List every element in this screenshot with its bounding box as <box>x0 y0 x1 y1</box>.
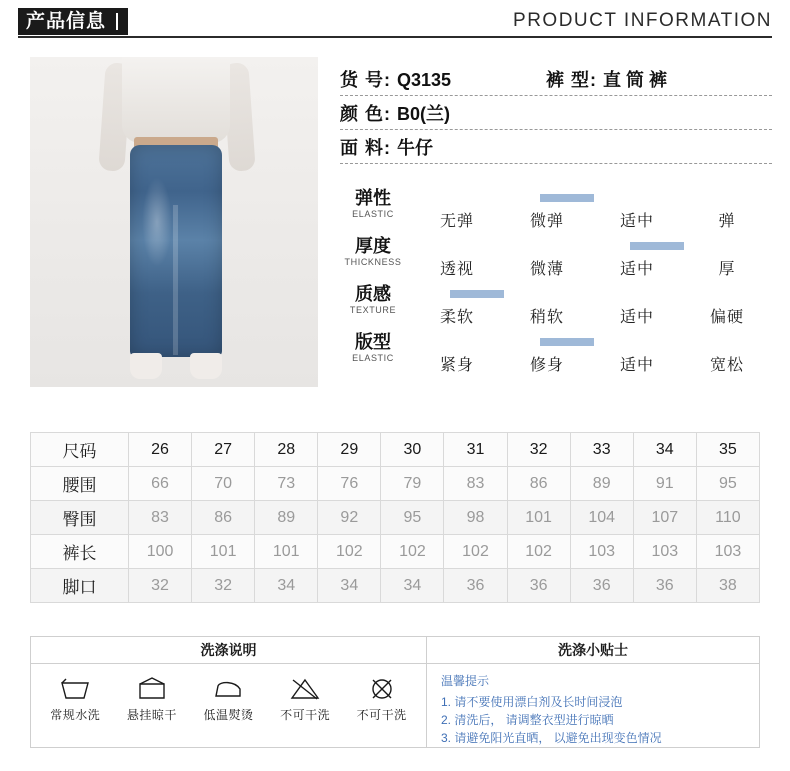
attribute-option[interactable]: 适中 <box>619 261 654 278</box>
cell: 95 <box>381 501 444 535</box>
spec-item-pant-type <box>546 66 667 92</box>
cell: 66 <box>129 467 192 501</box>
attribute-name-en: THICKNESS <box>344 257 402 267</box>
header-title-badge <box>18 8 128 35</box>
attribute-option[interactable]: 透视 <box>439 261 474 278</box>
attribute-marker <box>450 290 504 298</box>
table-row <box>31 467 760 501</box>
cell: 89 <box>255 501 318 535</box>
cell: 36 <box>444 569 507 603</box>
care-instructions-title: 洗涤说明 <box>31 637 426 664</box>
model-torso <box>122 57 230 143</box>
attribute-options-elastic <box>412 208 772 231</box>
cell: 102 <box>507 535 570 569</box>
attribute-option[interactable]: 厚 <box>718 261 736 278</box>
hang-dry-icon <box>114 672 191 706</box>
page-header <box>0 4 790 38</box>
care-tip-line: 2. 清洗后， 请调整衣型进行晾晒 <box>441 713 614 727</box>
spec-row-fabric <box>340 130 772 164</box>
cell: 102 <box>318 535 381 569</box>
care-tips-title: 洗涤小贴士 <box>427 637 759 664</box>
header-rule <box>18 36 772 38</box>
spec-value: B0(兰) <box>397 103 450 124</box>
attribute-name-cn: 弹性 <box>355 188 391 208</box>
cell: 101 <box>192 535 255 569</box>
care-item-label: 常规水洗 <box>50 708 101 722</box>
column-header: 29 <box>318 433 381 467</box>
cell: 34 <box>318 569 381 603</box>
attribute-name-en: ELASTIC <box>352 209 394 219</box>
cell: 32 <box>129 569 192 603</box>
attribute-label-elastic <box>340 188 406 220</box>
spec-value: Q3135 <box>397 69 452 90</box>
cell: 86 <box>507 467 570 501</box>
attribute-option[interactable]: 微弹 <box>529 213 564 230</box>
attribute-label-thickness <box>340 236 406 268</box>
wash-tub-icon <box>37 672 114 706</box>
shoe-left <box>130 353 162 379</box>
cell: 34 <box>255 569 318 603</box>
care-icon-list <box>31 664 426 723</box>
cell: 100 <box>129 535 192 569</box>
care-item-label: 不可干洗 <box>280 708 331 722</box>
spec-value: 直 筒 裤 <box>603 69 668 90</box>
cell: 103 <box>696 535 759 569</box>
cell: 79 <box>381 467 444 501</box>
page-title: 产品信息 <box>26 11 107 32</box>
column-header: 26 <box>129 433 192 467</box>
cell: 86 <box>192 501 255 535</box>
size-chart-header <box>31 433 760 467</box>
cell: 32 <box>192 569 255 603</box>
spec-list <box>340 62 772 164</box>
jeans-product <box>130 145 222 357</box>
cell: 70 <box>192 467 255 501</box>
attribute-option[interactable]: 无弹 <box>439 213 474 230</box>
column-header: 28 <box>255 433 318 467</box>
attribute-name-en: TEXTURE <box>349 305 397 315</box>
care-instructions <box>31 637 427 747</box>
attribute-track-fit <box>412 338 772 346</box>
care-tip-line: 1. 请不要使用漂白剂及长时间浸泡 <box>441 695 623 709</box>
cell: 101 <box>255 535 318 569</box>
cell: 91 <box>633 467 696 501</box>
cell: 102 <box>444 535 507 569</box>
cell: 98 <box>444 501 507 535</box>
cell: 34 <box>381 569 444 603</box>
care-item-no-dryclean <box>343 672 420 723</box>
spec-row-style-number <box>340 62 772 96</box>
low-iron-icon <box>190 672 267 706</box>
cell: 107 <box>633 501 696 535</box>
cell: 89 <box>570 467 633 501</box>
care-item-label: 低温熨烫 <box>203 708 254 722</box>
cell: 103 <box>633 535 696 569</box>
spec-row-color <box>340 96 772 130</box>
attribute-option[interactable]: 偏硬 <box>709 309 744 326</box>
spec-item-style-number <box>340 66 451 92</box>
column-header: 31 <box>444 433 507 467</box>
attribute-option[interactable]: 宽松 <box>709 357 744 374</box>
care-tips-heading: 温馨提示 <box>441 674 490 688</box>
spec-key: 裤 型: <box>546 69 597 90</box>
care-item-no-bleach <box>267 672 344 723</box>
table-row <box>31 501 760 535</box>
care-tips <box>427 637 759 747</box>
attribute-option[interactable]: 弹 <box>718 213 736 230</box>
care-item-hang-dry <box>114 672 191 723</box>
attribute-option[interactable]: 稍软 <box>529 309 564 326</box>
table-row <box>31 433 760 467</box>
attribute-row-fit <box>340 330 772 378</box>
no-bleach-icon <box>267 672 344 706</box>
attribute-row-elastic <box>340 186 772 234</box>
attribute-option[interactable]: 修身 <box>529 357 564 374</box>
attribute-track-texture <box>412 290 772 298</box>
column-header: 35 <box>696 433 759 467</box>
column-header: 32 <box>507 433 570 467</box>
cell: 104 <box>570 501 633 535</box>
row-header: 腰围 <box>31 467 129 501</box>
attribute-option[interactable]: 适中 <box>619 357 654 374</box>
cell: 101 <box>507 501 570 535</box>
attribute-options-texture <box>412 304 772 327</box>
attribute-label-fit <box>340 332 406 364</box>
cell: 38 <box>696 569 759 603</box>
column-header: 27 <box>192 433 255 467</box>
spec-item-color <box>340 100 450 126</box>
attribute-option[interactable]: 适中 <box>619 213 654 230</box>
page-title-english: PRODUCT INFORMATION <box>513 10 772 31</box>
table-row <box>31 569 760 603</box>
attribute-options-thickness <box>412 256 772 279</box>
spec-key: 面 料: <box>340 137 391 158</box>
column-header: 33 <box>570 433 633 467</box>
spec-value: 牛仔 <box>397 137 433 158</box>
title-divider <box>116 13 118 30</box>
attribute-name-en: ELASTIC <box>352 353 394 363</box>
attribute-label-texture <box>340 284 406 316</box>
column-header: 尺码 <box>31 433 129 467</box>
care-item-machine-wash <box>37 672 114 723</box>
attribute-option[interactable]: 柔软 <box>439 309 474 326</box>
row-header: 脚口 <box>31 569 129 603</box>
cell: 36 <box>570 569 633 603</box>
care-item-low-iron <box>190 672 267 723</box>
attribute-option[interactable]: 微薄 <box>529 261 564 278</box>
cell: 92 <box>318 501 381 535</box>
spec-key: 颜 色: <box>340 103 391 124</box>
cell: 95 <box>696 467 759 501</box>
attribute-options-fit <box>412 352 772 375</box>
care-tip-line: 3. 请避免阳光直晒， 以避免出现变色情况 <box>441 731 662 745</box>
column-header: 34 <box>633 433 696 467</box>
cell: 76 <box>318 467 381 501</box>
attribute-track-elastic <box>412 194 772 202</box>
cell: 73 <box>255 467 318 501</box>
product-photo <box>30 57 318 387</box>
attribute-row-texture <box>340 282 772 330</box>
cell: 102 <box>381 535 444 569</box>
table-row <box>31 535 760 569</box>
no-dryclean-icon <box>343 672 420 706</box>
care-panel <box>30 636 760 748</box>
attribute-scales <box>340 186 772 378</box>
shoe-right <box>190 353 222 379</box>
care-tips-body <box>427 664 759 747</box>
attribute-option[interactable]: 紧身 <box>439 357 474 374</box>
attribute-name-cn: 厚度 <box>355 236 391 256</box>
cell: 83 <box>444 467 507 501</box>
cell: 110 <box>696 501 759 535</box>
attribute-marker <box>630 242 684 250</box>
row-header: 臀围 <box>31 501 129 535</box>
row-header: 裤长 <box>31 535 129 569</box>
cell: 103 <box>570 535 633 569</box>
column-header: 30 <box>381 433 444 467</box>
attribute-row-thickness <box>340 234 772 282</box>
spec-item-fabric <box>340 134 433 160</box>
attribute-name-cn: 版型 <box>355 332 391 352</box>
cell: 36 <box>507 569 570 603</box>
attribute-marker <box>540 194 594 202</box>
cell: 36 <box>633 569 696 603</box>
size-chart <box>30 432 760 603</box>
attribute-marker <box>540 338 594 346</box>
attribute-option[interactable]: 适中 <box>619 309 654 326</box>
spec-key: 货 号: <box>340 69 391 90</box>
care-item-label: 不可干洗 <box>356 708 407 722</box>
cell: 83 <box>129 501 192 535</box>
size-chart-body <box>31 467 760 603</box>
attribute-track-thickness <box>412 242 772 250</box>
care-item-label: 悬挂晾干 <box>126 708 177 722</box>
attribute-name-cn: 质感 <box>355 284 391 304</box>
